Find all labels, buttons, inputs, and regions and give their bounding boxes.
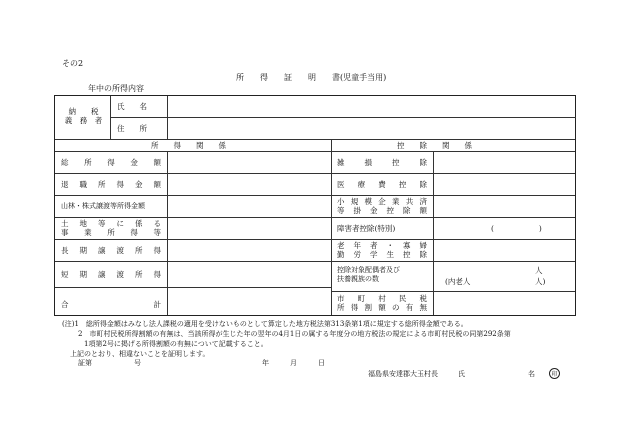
deduction-value-disability[interactable]: ( ) [491,224,542,233]
deduction-section-header: 控 除 関 係 [397,141,472,150]
issuer: 福島県安達郡大玉村長 [368,370,438,378]
form-title-sub: (児童手当用) [340,73,387,82]
income-section-header: 所 得 関 係 [151,141,226,150]
deduction-label-dependents: 控除対象配偶者及び 扶養親族の数 [337,266,400,283]
form-number: その2 [62,59,84,68]
deduction-label-disability: 障害者控除(特別) [337,224,396,233]
income-label-long-term: 長 期 譲 渡 所 得 [61,246,161,255]
deduction-label-medical: 医 療 費 控 除 [337,180,427,189]
income-label-retirement: 退 職 所 得 金 額 [61,180,161,189]
name-label: 氏 名 [117,102,147,111]
income-label-forest-stock: 山林・株式譲渡等所得金額 [61,202,145,210]
note-1: (注)1 総所得金額はみなし法人課税の適用を受けないものとして算定した地方税法第313条第1項に規定する総所得金額である。 [62,320,468,328]
seal-icon: 印 [549,368,560,379]
address-label: 住 所 [117,124,147,133]
deduction-label-small-business: 小規模企業共済 等掛金控除額 [337,197,427,215]
note-2-line-2: 1項第2号に掲げる所得割額の有無について記載すること。 [84,340,268,348]
dependents-elderly-label: (内老人 [445,277,471,286]
note-2-line-1: 2 市町村民税所得割額の有無は、当該所得が生じた年の翌年の4月1日の属する年度分の地方税法の規定による市町村民税の同第292条第 [78,330,511,338]
dependents-elderly-unit: 人) [535,277,546,286]
certificate-table [54,95,576,316]
taxpayer-label: 納 税 義 務 者 [64,107,103,125]
issuer-shi: 氏 [458,370,465,378]
income-label-sum: 合 計 [61,300,161,309]
income-label-short-term: 短 期 譲 渡 所 得 [61,270,161,279]
issue-date: 年 月 日 [262,359,325,367]
year-label: 年中の所得内容 [88,84,144,93]
form-title-main: 所 得 証 明 書 [236,73,340,82]
form-title [236,73,386,83]
issuer-mei: 名 [528,370,535,378]
income-label-land-business: 土地等に係る 事業所得等 [61,219,161,237]
income-label-total-income: 総 所 得 金 額 [61,158,161,167]
certificate-number: 証第 号 [78,359,141,367]
deduction-label-casualty: 雑 損 控 除 [337,158,427,167]
dependents-unit: 人 [535,266,543,275]
deduction-label-elderly-widow: 老年者・寡婦 勤労学生控除 [337,241,427,259]
certification-statement: 上記のとおり、相違ないことを証明します。 [70,350,210,358]
deduction-label-municipal-tax: 市町村民税 所得割額の有無 [337,294,427,312]
